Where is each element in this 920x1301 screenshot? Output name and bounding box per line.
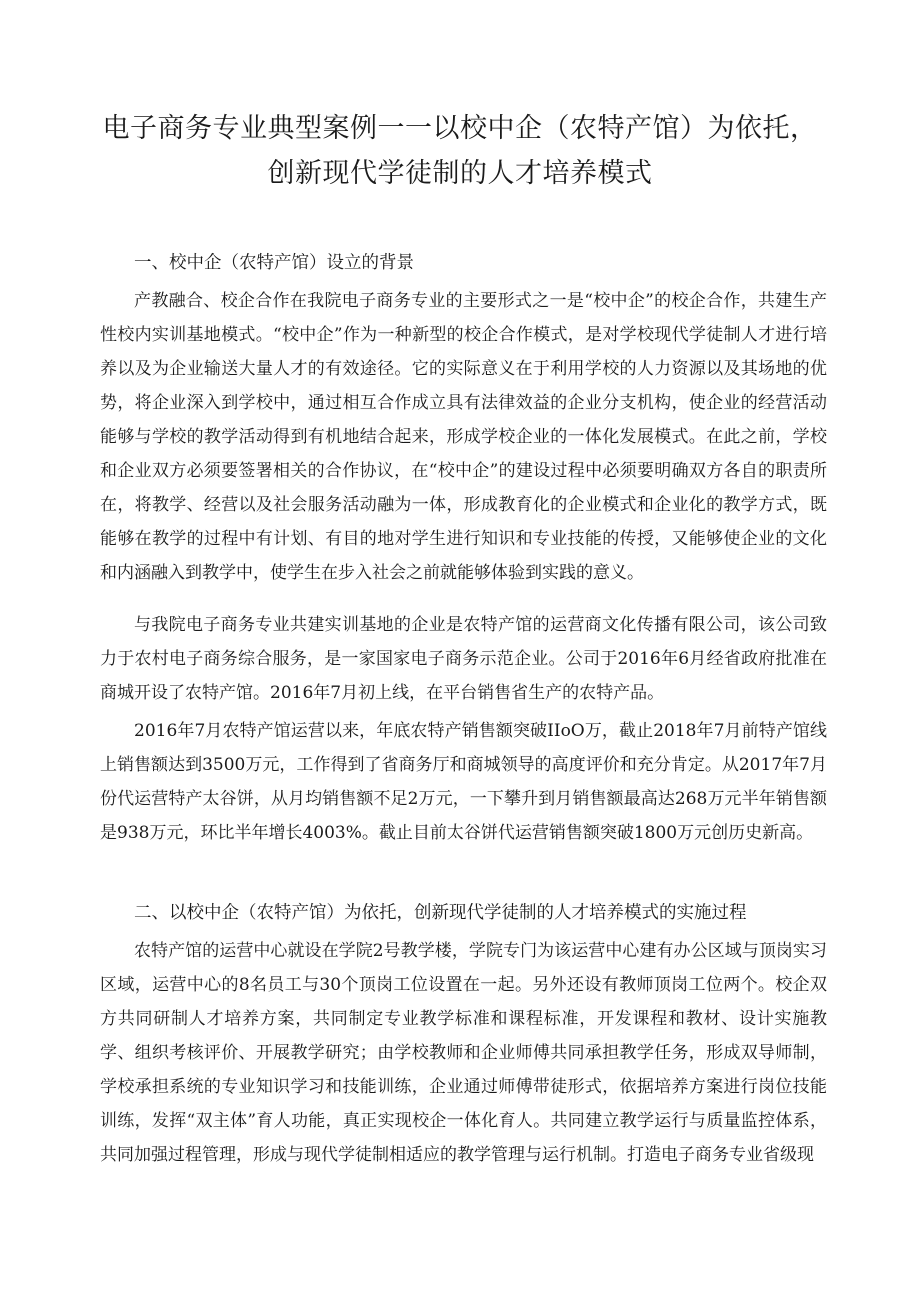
paragraph-3: 2016年7月农特产馆运营以来，年底农特产销售额突破IIoO万，截止2018年7月前特产馆线上销售额达到3500万元，工作得到了省商务厅和商城领导的高度评价和充分肯定。从2017年7月份代运营特产太谷饼，从月均销售额不足2万元，一下攀升到月销售额最高达268万元半年销售额是938万元，环比半年增长4003%。截止目前太谷饼代运营销售额突破1800万元创历史新高。	[100, 721, 827, 843]
document-title-line1: 电子商务专业典型案例一一以校中企（农特产馆）为依托，	[102, 113, 818, 144]
document-title-line2: 创新现代学徒制的人才培养模式	[267, 158, 653, 189]
section2-heading: 二、以校中企（农特产馆）为依托，创新现代学徒制的人才培养模式的实施过程	[134, 903, 747, 923]
section1-heading: 一、校中企（农特产馆）设立的背景	[134, 253, 414, 273]
paragraph-4: 农特产馆的运营中心就设在学院2号教学楼，学院专门为该运营中心建有办公区域与顶岗实习区域，运营中心的8名员工与30个顶岗工位设置在一起。另外还设有教师顶岗工位两个。校企双方共同研制人才培养方案，共同制定专业教学标准和课程标准，开发课程和教材、设计实施教学、组织考核评价、开展教学研究；由学校教师和企业师傅共同承担教学任务，形成双导师制，学校承担系统的专业知识学习和技能训练，企业通过师傅带徒形式，依据培养方案进行岗位技能训练，发挥“双主体”育人功能，真正实现校企一体化育人。共同建立教学运行与质量监控体系，共同加强过程管理，形成与现代学徒制相适应的教学管理与运行机制。打造电子商务专业省级现	[100, 941, 827, 1165]
paragraph-1: 产教融合、校企合作在我院电子商务专业的主要形式之一是“校中企”的校企合作，共建生产性校内实训基地模式。“校中企”作为一种新型的校企合作模式，是对学校现代学徒制人才进行培养以及为企业输送大量人才的有效途径。它的实际意义在于利用学校的人力资源以及其场地的优势，将企业深入到学校中，通过相互合作成立具有法律效益的企业分支机构，使企业的经营活动能够与学校的教学活动得到有机地结合起来，形成学校企业的一体化发展模式。在此之前，学校和企业双方必须要签署相关的合作协议，在“校中企”的建设过程中必须要明确双方各自的职责所在，将教学、经营以及社会服务活动融为一体，形成教育化的企业模式和企业化的教学方式，既能够在教学的过程中有计划、有目的地对学生进行知识和专业技能的传授，又能够使企业的文化和内涵融入到教学中，使学生在步入社会之前就能够体验到实践的意义。	[100, 291, 827, 583]
paragraph-2: 与我院电子商务专业共建实训基地的企业是农特产馆的运营商文化传播有限公司，该公司致力于农村电子商务综合服务，是一家国家电子商务示范企业。公司于2016年6月经省政府批准在商城开设了农特产馆。2016年7月初上线，在平台销售省生产的农特产品。	[100, 615, 827, 703]
